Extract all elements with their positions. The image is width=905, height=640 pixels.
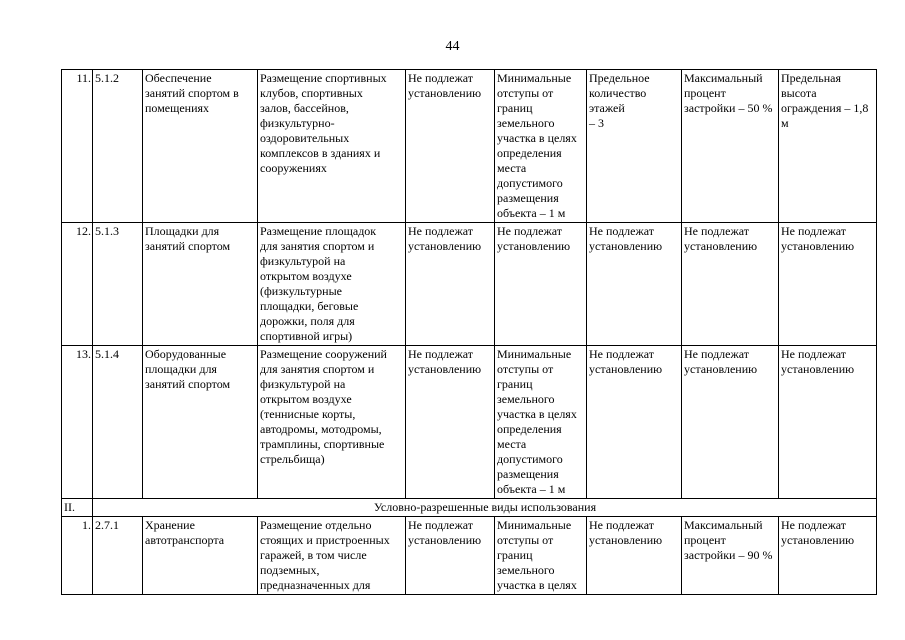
fence-cell: Не подлежат установлению (779, 223, 877, 346)
fence-cell: Не подлежат установлению (779, 346, 877, 499)
page-number: 44 (445, 39, 460, 54)
setbacks-cell: Не подлежат установлению (495, 223, 587, 346)
plot-size-cell: Не подлежат установлению (406, 346, 495, 499)
usage-code: 5.1.2 (93, 70, 143, 223)
coverage-cell: Максимальный процент застройки – 90 % (682, 517, 779, 595)
coverage-cell: Не подлежат установлению (682, 223, 779, 346)
coverage-cell: Не подлежат установлению (682, 346, 779, 499)
usage-code: 5.1.4 (93, 346, 143, 499)
floors-cell: Предельное количество этажей – 3 (587, 70, 682, 223)
usage-name: Площадки для занятий спортом (143, 223, 258, 346)
table-row (62, 346, 877, 499)
floors-cell: Не подлежат установлению (587, 346, 682, 499)
usage-code: 2.7.1 (93, 517, 143, 595)
row-number: 11. (62, 70, 93, 223)
table-row (62, 223, 877, 346)
table-row (62, 517, 877, 595)
row-number: 12. (62, 223, 93, 346)
setbacks-cell: Минимальные отступы от границ земельного участка в целях определения места допустимого размещения объекта – 1 м (495, 346, 587, 499)
usage-description: Размещение площадок для занятия спортом и физкультурой на открытом воздухе (физкультурные площадки, беговые дорожки, поля для спортивной игры) (258, 223, 406, 346)
plot-size-cell: Не подлежат установлению (406, 70, 495, 223)
usage-name: Хранение автотранспорта (143, 517, 258, 595)
usage-code: 5.1.3 (93, 223, 143, 346)
plot-size-cell: Не подлежат установлению (406, 517, 495, 595)
usage-description: Размещение спортивных клубов, спортивных залов, бассейнов, физкультурно- оздоровительных комплексов в зданиях и сооружениях (258, 70, 406, 223)
section-title: Условно-разрешенные виды использования (93, 499, 877, 517)
usage-name: Оборудованные площадки для занятий спортом (143, 346, 258, 499)
fence-cell: Не подлежат установлению (779, 517, 877, 595)
floors-cell: Не подлежат установлению (587, 517, 682, 595)
usage-description: Размещение сооружений для занятия спортом и физкультурой на открытом воздухе (теннисные корты, автодромы, мотодромы, трамплины, спортивные стрельбища) (258, 346, 406, 499)
setbacks-cell: Минимальные отступы от границ земельного участка в целях (495, 517, 587, 595)
setbacks-cell: Минимальные отступы от границ земельного участка в целях определения места допустимого размещения объекта – 1 м (495, 70, 587, 223)
plot-size-cell: Не подлежат установлению (406, 223, 495, 346)
section-header-row (62, 499, 877, 517)
coverage-cell: Максимальный процент застройки – 50 % (682, 70, 779, 223)
fence-cell: Предельная высота ограждения – 1,8 м (779, 70, 877, 223)
table-row (62, 70, 877, 223)
section-number: II. (62, 499, 93, 517)
floors-cell: Не подлежат установлению (587, 223, 682, 346)
usage-name: Обеспечение занятий спортом в помещениях (143, 70, 258, 223)
regulations-table (61, 69, 877, 595)
usage-description: Размещение отдельно стоящих и пристроенных гаражей, в том числе подземных, предназначенных для (258, 517, 406, 595)
row-number: 13. (62, 346, 93, 499)
row-number: 1. (62, 517, 93, 595)
